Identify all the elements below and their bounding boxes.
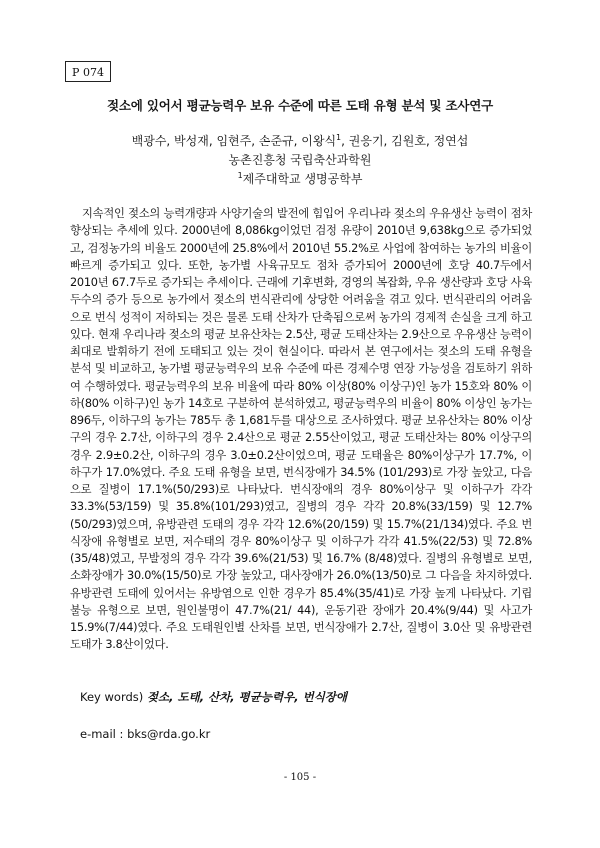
author-affil-mark: 1 (336, 133, 342, 142)
affiliation-primary: 농촌진흥청 국립축산과학원 (228, 153, 372, 167)
affiliation-secondary-text: 제주대학교 생명공학부 (242, 172, 363, 186)
email-label: e-mail : (80, 727, 124, 741)
page-number: - 105 - (283, 772, 317, 783)
paper-title: 젖소에 있어서 평균능력우 보유 수준에 따른 도태 유형 분석 및 조사연구 (107, 98, 493, 113)
keywords-values: 젖소, 도태, 산차, 평균능력우, 번식장애 (146, 690, 348, 704)
presentation-code: P 074 (65, 61, 111, 82)
email-address[interactable]: bks@rda.go.kr (127, 727, 211, 741)
affiliation-mark: 1 (237, 171, 243, 180)
authors-first: 백광수, 박성재, 임현주, 손준규, 이왕식 (131, 134, 337, 148)
author-list (40, 132, 560, 151)
authors-rest: , 권응기, 김원호, 정연섭 (341, 134, 469, 148)
affiliation-secondary (40, 170, 560, 189)
author-block (40, 132, 560, 189)
email-line (80, 727, 210, 741)
abstract-body: 지속적인 젖소의 능력개량과 사양기술의 발전에 힘입어 우리나라 젖소의 우유생산 능력이 점차 향상되는 추세에 있다. 2000년에 8,086kg이었던 검정 유량이 2010년 9,638kg으로 증가되었고, 검정농가의 비율도 2000년에 25.8%에서 2010년 55.2%로 사업에 참여하는 농가의 비율이 빠르게 증가되고 있다. 또한, 농가별 사육규모도 점차 증가되어 2000년에 호당 40.7두에서 2010년 67.7두로 증가되는 추세이다. 근래에 기후변화, 경영의 복잡화, 우유 생산량과 호당 사육두수의 증가 등으로 농가에서 젖소의 번식관리에 상당한 어려움을 겪고 있다. 번식관리의 어려움으로 번식 성적이 저하되는 것은 물론 도태 산차가 단축됨으로써 농가의 경제적 손실을 크게 하고 있다. 현재 우리나라 젖소의 평균 보유산차는 2.5산, 평균 도태산차는 2.9산으로 우유생산 능력이 최대로 발휘하기 전에 도태되고 있는 것이 현실이다. 따라서 본 연구에서는 젖소의 도태 유형을 분석 및 비교하고, 농가별 평균능력우의 보유 수준에 따른 경제수명 연장 가능성을 검토하기 위하여 수행하였다. 평균능력우의 보유 비율에 따라 80% 이상(80% 이상구)인 농가 15호와 80% 이하(80% 이하구)인 농가 14호로 구분하여 분석하였고, 평균능력우의 비율이 80% 이상인 농가는 896두, 이하구의 농가는 785두 총 1,681두를 대상으로 조사하였다. 평균 보유산차는 80% 이상구의 경우 2.7산, 이하구의 경우 2.4산으로 평균 2.55산이었고, 평균 도태산차는 80% 이상구의 경우 2.9±0.2산, 이하구의 경우 3.0±0.2산이었으며, 평균 도태율은 80%이상구가 17.7%, 이하구가 17.0%였다. 주요 도태 유형을 보면, 번식장애가 34.5% (101/293)로 가장 높았고, 다음으로 질병이 17.1%(50/293)로 나타났다. 번식장애의 경우 80%이상구 및 이하구가 각각 33.3%(53/159) 및 35.8%(101/293)였고, 질병의 경우 각각 20.8%(33/159) 및 12.7%(50/293)였으며, 유방관련 도태의 경우 각각 12.6%(20/159) 및 15.7%(21/134)였다. 주요 번식장애 유형별로 보면, 저수태의 경우 80%이상구 및 이하구가 각각 41.5%(22/53) 및 72.8%(35/48)였고, 무발정의 경우 각각 39.6%(21/53) 및 16.7% (8/48)였다. 질병의 유형별로 보면, 소화장애가 30.0%(15/50)로 가장 높았고, 대사장애가 26.0%(13/50)로 그 다음을 차지하였다. 유방관련 도태에 있어서는 유방염으로 인한 경우가 85.4%(35/41)로 가장 높게 나타났다. 기립불능 유형으로 보면, 원인불명이 47.7%(21/ 44), 운동기관 장애가 20.4%(9/44) 및 사고가 15.9%(7/44)였다. 주요 도태원인별 산차를 보면, 번식장애가 2.7산, 질병이 3.0산 및 유방관련 도태가 3.8산이었다. (70, 207, 532, 652)
keywords-label: Key words) (80, 690, 144, 704)
keywords-line (80, 689, 347, 705)
